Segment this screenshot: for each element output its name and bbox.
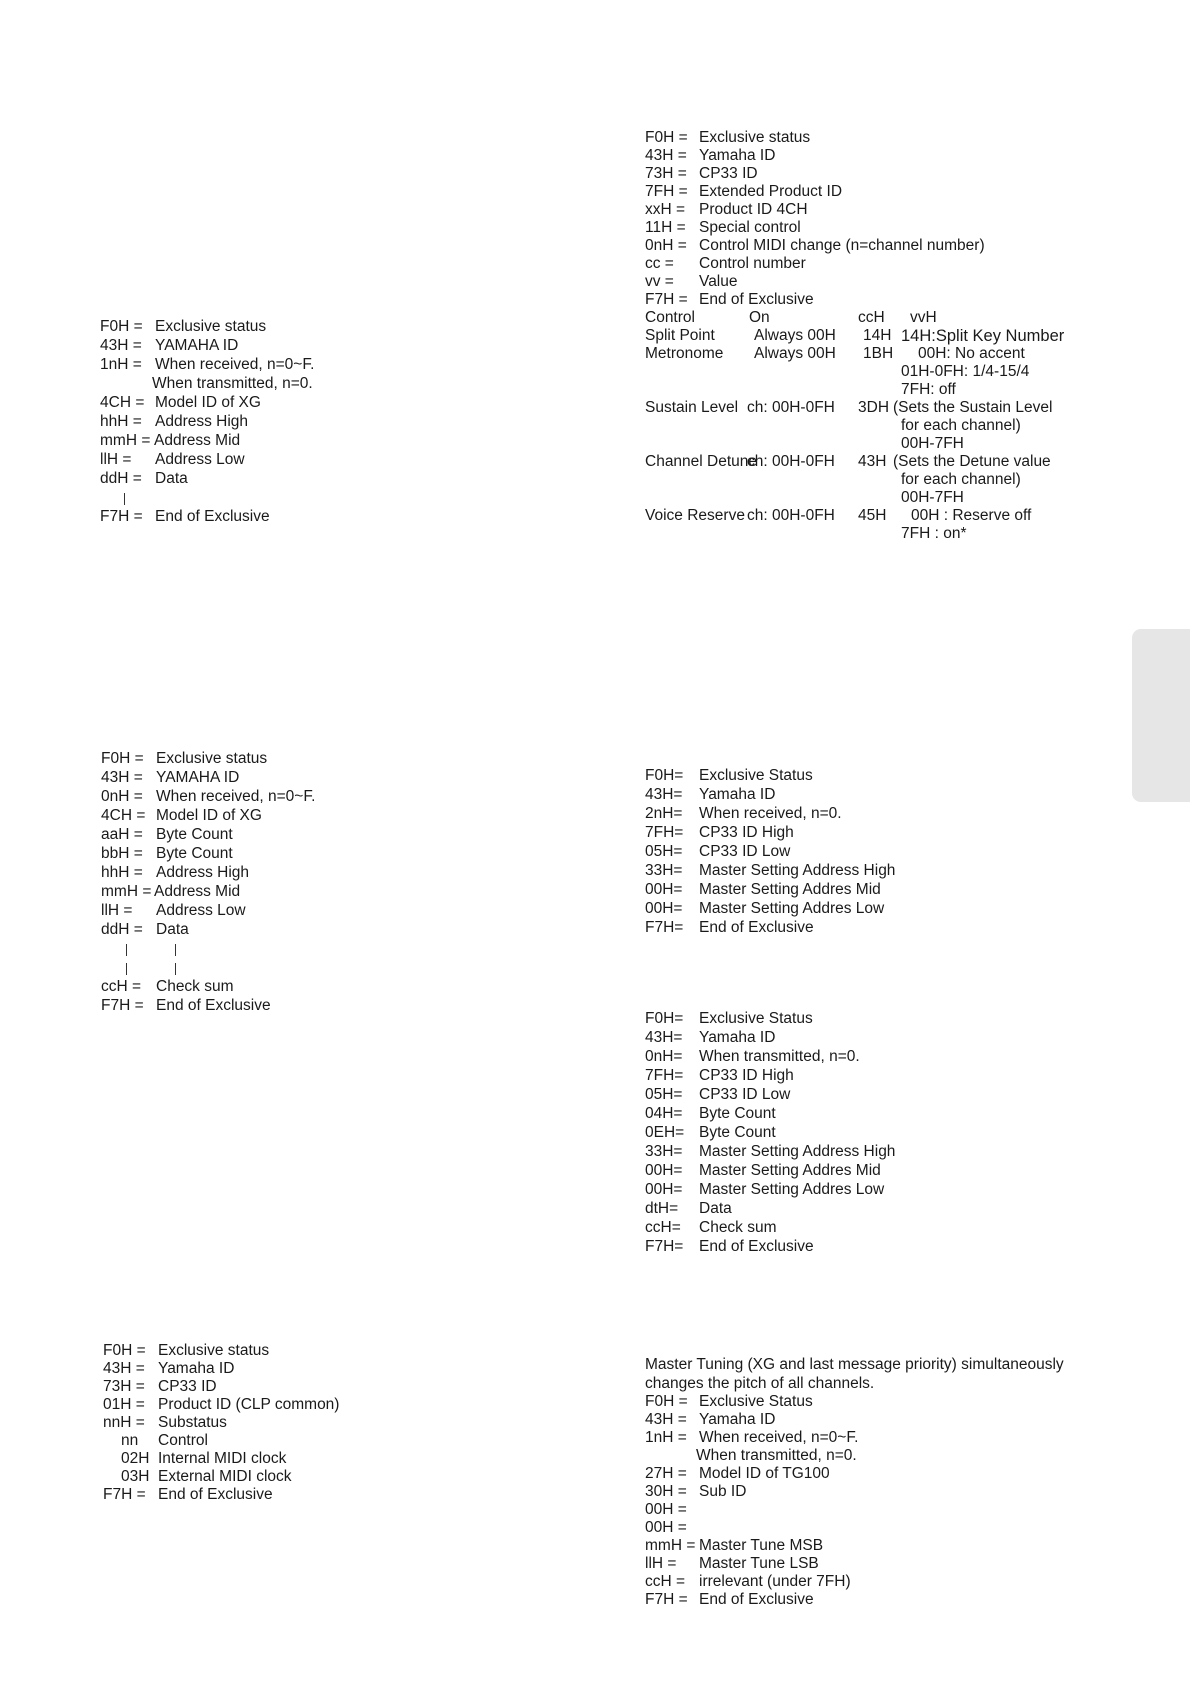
code-desc: Control — [158, 1432, 208, 1449]
code-label: 30H = — [645, 1483, 687, 1500]
table-row — [101, 883, 461, 902]
table-row — [101, 902, 461, 921]
code-label: 05H= — [645, 1086, 683, 1103]
table-row — [103, 1360, 463, 1378]
code-desc: Master Tune LSB — [699, 1555, 819, 1572]
table-row — [101, 864, 461, 883]
table-row — [645, 1086, 1075, 1105]
code-desc: Address High — [156, 864, 250, 881]
table-row — [645, 165, 1075, 183]
control-table-header — [645, 309, 1075, 327]
code-desc: Internal MIDI clock — [158, 1450, 287, 1467]
code-label: 43H = — [101, 769, 143, 786]
table-row — [100, 375, 460, 394]
code-desc: Byte Count — [699, 1124, 776, 1141]
control-name: Channel Detune — [645, 453, 758, 470]
table-row — [645, 1411, 1095, 1429]
master-setting-request-block — [645, 767, 1075, 938]
code-label: aaH = — [101, 826, 143, 843]
code-label: 7FH= — [645, 824, 684, 841]
code-label: 03H — [121, 1468, 150, 1485]
table-row — [645, 1501, 1095, 1519]
code-label: F0H= — [645, 767, 684, 784]
table-row — [100, 470, 460, 489]
table-row — [645, 1029, 1075, 1048]
table-row — [645, 843, 1075, 862]
table-row — [645, 1429, 1095, 1447]
continuation-mark — [175, 944, 176, 956]
code-label: 43H = — [645, 1411, 687, 1428]
cp33-special-control-block — [645, 129, 1075, 543]
control-name: Voice Reserve — [645, 507, 745, 524]
table-row — [645, 805, 1075, 824]
code-label: 11H = — [645, 219, 686, 236]
code-label: 43H= — [645, 786, 683, 803]
code-desc: Master Setting Addres Mid — [699, 881, 881, 898]
clp-midi-clock-block — [103, 1342, 463, 1504]
code-desc: Master Setting Address High — [699, 1143, 896, 1160]
code-label: 43H = — [100, 337, 142, 354]
control-cch: 3DH — [858, 399, 890, 416]
code-label: 43H= — [645, 1029, 683, 1046]
table-row — [645, 237, 1075, 255]
table-row — [100, 356, 460, 375]
code-label: 7FH = — [645, 183, 688, 200]
code-label: 4CH = — [101, 807, 146, 824]
code-desc: When transmitted, n=0. — [696, 1447, 857, 1464]
code-label: F7H = — [100, 508, 143, 525]
code-label: 04H= — [645, 1105, 683, 1122]
control-vvh: for each channel) — [901, 417, 1021, 434]
table-row — [101, 826, 461, 845]
control-table-row — [645, 489, 1075, 507]
code-label: 00H = — [645, 1501, 687, 1518]
code-desc: YAMAHA ID — [155, 337, 239, 354]
code-desc: Check sum — [156, 978, 234, 995]
control-name: Metronome — [645, 345, 724, 362]
code-desc: Product ID (CLP common) — [158, 1396, 340, 1413]
table-row — [645, 1048, 1075, 1067]
code-label: 33H= — [645, 1143, 683, 1160]
table-row — [645, 1465, 1095, 1483]
table-row — [100, 337, 460, 356]
table-row — [645, 147, 1075, 165]
code-desc: Master Setting Addres Low — [699, 1181, 885, 1198]
code-desc: Data — [699, 1200, 732, 1217]
control-table-row — [645, 363, 1075, 381]
table-row — [645, 1393, 1095, 1411]
table-row — [100, 394, 460, 413]
table-row — [101, 750, 461, 769]
code-desc: Exclusive status — [158, 1342, 270, 1359]
code-desc: Yamaha ID — [158, 1360, 235, 1377]
code-label: 0nH= — [645, 1048, 683, 1065]
control-name: Split Point — [645, 327, 715, 344]
code-label: 0EH= — [645, 1124, 685, 1141]
code-desc: CP33 ID High — [699, 1067, 794, 1084]
table-row — [645, 1519, 1095, 1537]
control-vvh: 01H-0FH: 1/4-15/4 — [901, 363, 1030, 380]
control-on: Always 00H — [754, 345, 836, 362]
table-row — [101, 978, 461, 997]
control-name: Sustain Level — [645, 399, 739, 416]
continuation-mark — [175, 963, 176, 975]
table-row — [645, 1573, 1095, 1591]
code-desc: Control MIDI change (n=channel number) — [699, 237, 985, 254]
table-row — [645, 273, 1075, 291]
control-table-row — [645, 471, 1075, 489]
table-row — [645, 767, 1075, 786]
control-table-row — [645, 507, 1075, 525]
table-row — [645, 291, 1075, 309]
control-cch: 43H — [858, 453, 887, 470]
code-label: 0nH = — [645, 237, 687, 254]
code-label: mmH = — [100, 432, 151, 449]
code-label: 73H = — [645, 165, 687, 182]
table-row — [103, 1342, 463, 1360]
table-row — [100, 432, 460, 451]
table-row — [645, 862, 1075, 881]
table-row — [101, 769, 461, 788]
code-label: ccH = — [101, 978, 142, 995]
code-desc: Exclusive Status — [699, 767, 813, 784]
code-label: 73H = — [103, 1378, 145, 1395]
intro-text: Master Tuning (XG and last message priority) simultaneously — [645, 1356, 1064, 1373]
control-on: Always 00H — [754, 327, 836, 344]
code-label: F7H = — [103, 1486, 146, 1503]
table-row — [103, 1486, 463, 1504]
table-row — [103, 1396, 463, 1414]
table-row — [645, 1219, 1075, 1238]
code-desc: End of Exclusive — [155, 508, 270, 525]
code-desc: End of Exclusive — [699, 1238, 814, 1255]
code-label: F7H = — [645, 1591, 688, 1608]
code-desc: Control number — [699, 255, 806, 272]
table-row — [645, 1591, 1095, 1609]
code-label: 1nH = — [100, 356, 142, 373]
code-desc: Address Low — [156, 902, 246, 919]
code-desc: Model ID of XG — [155, 394, 261, 411]
code-label: mmH = — [101, 883, 152, 900]
code-desc: Data — [156, 921, 189, 938]
continuation-row — [101, 959, 461, 978]
control-cch: 1BH — [863, 345, 894, 362]
code-desc: Substatus — [158, 1414, 227, 1431]
code-desc: CP33 ID — [158, 1378, 217, 1395]
code-label: ddH = — [100, 470, 142, 487]
code-label: hhH = — [100, 413, 142, 430]
table-row — [645, 201, 1075, 219]
code-label: F0H = — [103, 1342, 146, 1359]
table-row — [100, 318, 460, 337]
code-desc: When received, n=0. — [699, 805, 842, 822]
code-desc: Master Setting Address High — [699, 862, 896, 879]
code-label: 05H= — [645, 843, 683, 860]
code-desc: When received, n=0~F. — [155, 356, 315, 373]
code-desc: Byte Count — [156, 845, 233, 862]
code-label: F0H = — [645, 129, 688, 146]
code-desc: irrelevant (under 7FH) — [699, 1573, 851, 1590]
code-desc: End of Exclusive — [699, 919, 814, 936]
table-row — [645, 1143, 1075, 1162]
control-table-row — [645, 345, 1075, 363]
code-label: 33H= — [645, 862, 683, 879]
table-row — [645, 1483, 1095, 1501]
table-row — [100, 451, 460, 470]
table-row — [103, 1468, 463, 1486]
table-row — [645, 1124, 1075, 1143]
table-row — [103, 1432, 463, 1450]
code-desc: Product ID 4CH — [699, 201, 808, 218]
code-label: F0H = — [100, 318, 143, 335]
table-row — [645, 1555, 1095, 1573]
code-label: 43H = — [645, 147, 687, 164]
code-desc: Sub ID — [699, 1483, 747, 1500]
code-desc: Address Mid — [154, 883, 241, 900]
code-label: 1nH = — [645, 1429, 687, 1446]
code-label: bbH = — [101, 845, 143, 862]
table-row — [645, 881, 1075, 900]
code-label: 43H = — [103, 1360, 145, 1377]
code-label: 00H= — [645, 1162, 683, 1179]
code-desc: End of Exclusive — [699, 291, 814, 308]
code-label: F7H = — [101, 997, 144, 1014]
code-label: 4CH = — [100, 394, 145, 411]
table-row — [100, 508, 460, 527]
code-desc: Address Low — [155, 451, 245, 468]
xg-bulk-dump-block — [101, 750, 461, 1016]
table-row — [103, 1378, 463, 1396]
control-vvh: for each channel) — [901, 471, 1021, 488]
table-row — [645, 1010, 1075, 1029]
control-cch: 45H — [858, 507, 887, 524]
table-row — [645, 900, 1075, 919]
table-row — [645, 786, 1075, 805]
control-cch: 14H — [863, 327, 892, 344]
code-desc: Yamaha ID — [699, 1411, 776, 1428]
table-row — [101, 997, 461, 1016]
code-label: F7H= — [645, 1238, 684, 1255]
code-label: llH = — [645, 1555, 677, 1572]
table-row — [645, 1105, 1075, 1124]
header-on: On — [749, 309, 770, 326]
code-label: ccH = — [645, 1573, 686, 1590]
code-label: mmH = — [645, 1537, 696, 1554]
code-desc: Yamaha ID — [699, 1029, 776, 1046]
table-row — [103, 1450, 463, 1468]
table-row — [103, 1414, 463, 1432]
table-row — [645, 1067, 1075, 1086]
code-desc: Model ID of XG — [156, 807, 262, 824]
header-vvh: vvH — [910, 309, 937, 326]
code-desc: Special control — [699, 219, 801, 236]
code-label: 00H = — [645, 1519, 687, 1536]
continuation-mark — [126, 944, 127, 956]
code-label: vv = — [645, 273, 674, 290]
code-desc: End of Exclusive — [156, 997, 271, 1014]
control-vvh: 00H-7FH — [901, 489, 964, 506]
code-label: hhH = — [101, 864, 143, 881]
code-desc: Byte Count — [699, 1105, 776, 1122]
control-table-row — [645, 399, 1075, 417]
table-row — [645, 1162, 1075, 1181]
code-desc: Master Setting Addres Low — [699, 900, 885, 917]
code-label: 01H = — [103, 1396, 145, 1413]
code-label: cc = — [645, 255, 674, 272]
side-index-tab — [1132, 629, 1190, 802]
control-vvh: 00H: No accent — [918, 345, 1025, 362]
code-desc: Master Tune MSB — [699, 1537, 824, 1554]
code-desc: Byte Count — [156, 826, 233, 843]
code-desc: Master Setting Addres Mid — [699, 1162, 881, 1179]
code-label: ddH = — [101, 921, 143, 938]
table-row — [645, 129, 1075, 147]
continuation-mark — [124, 493, 125, 505]
code-desc: End of Exclusive — [158, 1486, 273, 1503]
header-control: Control — [645, 309, 695, 326]
master-tuning-block — [645, 1356, 1095, 1609]
continuation-row — [100, 489, 460, 508]
control-vvh: 00H : Reserve off — [911, 507, 1032, 524]
xg-param-change-block — [100, 318, 460, 527]
code-label: 7FH= — [645, 1067, 684, 1084]
code-label: ccH= — [645, 1219, 681, 1236]
control-vvh: 14H:Split Key Number — [901, 327, 1065, 345]
control-table-row — [645, 417, 1075, 435]
control-vvh: (Sets the Sustain Level — [893, 399, 1053, 416]
code-desc: End of Exclusive — [699, 1591, 814, 1608]
control-table-row — [645, 525, 1075, 543]
code-desc: Yamaha ID — [699, 147, 776, 164]
code-desc: CP33 ID — [699, 165, 758, 182]
table-row — [101, 788, 461, 807]
table-row — [101, 921, 461, 940]
code-label: dtH= — [645, 1200, 679, 1217]
intro-text: changes the pitch of all channels. — [645, 1375, 875, 1392]
control-on: ch: 00H-0FH — [747, 507, 835, 524]
paragraph-line — [645, 1375, 1095, 1393]
code-label: F7H = — [645, 291, 688, 308]
code-desc: Value — [699, 273, 738, 290]
table-row — [645, 1447, 1095, 1465]
code-desc: Exclusive status — [156, 750, 268, 767]
table-row — [101, 807, 461, 826]
control-table-row — [645, 453, 1075, 471]
code-label: 00H= — [645, 881, 683, 898]
code-desc: YAMAHA ID — [156, 769, 240, 786]
code-desc: Extended Product ID — [699, 183, 843, 200]
table-row — [645, 219, 1075, 237]
control-table-row — [645, 435, 1075, 453]
code-desc: When received, n=0~F. — [699, 1429, 859, 1446]
control-table-row — [645, 381, 1075, 399]
header-cch: ccH — [858, 309, 885, 326]
control-vvh: 7FH : on* — [901, 525, 967, 542]
code-desc: Exclusive status — [699, 129, 811, 146]
code-desc: CP33 ID Low — [699, 1086, 791, 1103]
code-desc: CP33 ID High — [699, 824, 794, 841]
table-row — [645, 255, 1075, 273]
code-desc: Check sum — [699, 1219, 777, 1236]
table-row — [645, 1200, 1075, 1219]
code-label: 02H — [121, 1450, 150, 1467]
table-row — [645, 824, 1075, 843]
code-label: xxH = — [645, 201, 686, 218]
code-desc: External MIDI clock — [158, 1468, 292, 1485]
code-label: 27H = — [645, 1465, 687, 1482]
code-desc: Yamaha ID — [699, 786, 776, 803]
master-setting-dump-block — [645, 1010, 1075, 1257]
table-row — [645, 183, 1075, 201]
control-on: ch: 00H-0FH — [747, 399, 835, 416]
code-desc: Address High — [155, 413, 249, 430]
code-desc: CP33 ID Low — [699, 843, 791, 860]
code-desc: When received, n=0~F. — [156, 788, 316, 805]
code-label: 0nH = — [101, 788, 143, 805]
table-row — [645, 1238, 1075, 1257]
code-label: F0H= — [645, 1010, 684, 1027]
code-label: nnH = — [103, 1414, 145, 1431]
code-label: 00H= — [645, 900, 683, 917]
code-desc: Exclusive Status — [699, 1010, 813, 1027]
code-label: llH = — [100, 451, 132, 468]
code-desc: Exclusive status — [155, 318, 267, 335]
code-desc: Model ID of TG100 — [699, 1465, 830, 1482]
paragraph-line — [645, 1356, 1095, 1375]
table-row — [100, 413, 460, 432]
code-desc: When transmitted, n=0. — [152, 375, 313, 392]
code-label: nn — [121, 1432, 139, 1449]
continuation-mark — [126, 963, 127, 975]
continuation-row — [101, 940, 461, 959]
code-desc: Data — [155, 470, 188, 487]
code-desc: Address Mid — [154, 432, 241, 449]
code-label: F7H= — [645, 919, 684, 936]
control-table-row — [645, 327, 1075, 345]
code-label: F0H = — [101, 750, 144, 767]
code-label: F0H = — [645, 1393, 688, 1410]
control-vvh: (Sets the Detune value — [893, 453, 1051, 470]
table-row — [645, 919, 1075, 938]
control-on: ch: 00H-0FH — [747, 453, 835, 470]
table-row — [645, 1181, 1075, 1200]
code-label: llH = — [101, 902, 133, 919]
code-label: 00H= — [645, 1181, 683, 1198]
control-vvh: 7FH: off — [901, 381, 956, 398]
table-row — [645, 1537, 1095, 1555]
code-desc: When transmitted, n=0. — [699, 1048, 860, 1065]
code-desc: Exclusive Status — [699, 1393, 813, 1410]
control-vvh: 00H-7FH — [901, 435, 964, 452]
code-label: 2nH= — [645, 805, 683, 822]
table-row — [101, 845, 461, 864]
